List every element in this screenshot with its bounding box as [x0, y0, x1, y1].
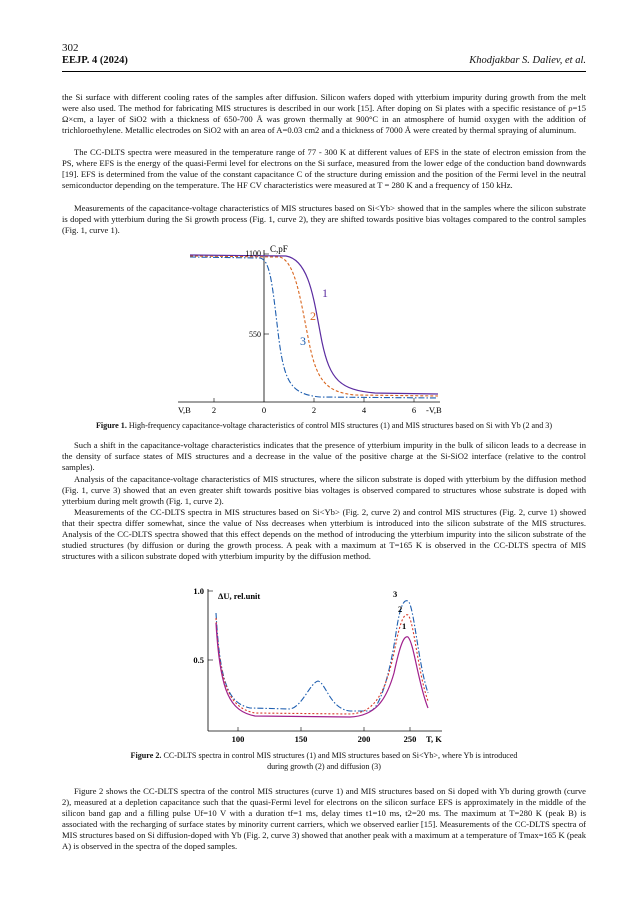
- fig1-x-axis-label-right: -V,B: [426, 405, 442, 415]
- fig1-y-tick-label-550: 550: [249, 330, 261, 339]
- page-number: 302: [62, 42, 79, 54]
- paragraph-7: Figure 2 shows the CC-DLTS spectra of the control MIS structures (curve 1) and MIS structures based on Si doped with Yb during growth (curve 2), measured at a depletion capacitance such that the quasi-Fermi level for electrons on the silicon surface EFS is approximately in the middle of the silicon band gap and a filling pulse Uf=10 V with a duration tf=1 ms, delay times t1=10 ms, t2=20 ms. The maximum at T=280 K (peak B) is associated with the recharging of surface states by minority current carriers, which we observed earlier [15]. Measurements of the CC-DLTS spectra of MIS structures based on Si diffusion-doped with Yb (Fig. 2, curve 3) showed that another peak with a maximum at a temperature of Tmax=165 K (peak A) is observed in the spectra of the doped samples.: [62, 786, 586, 852]
- fig1-x-axis-label-left: V,B: [178, 405, 191, 415]
- fig1-curve-1: [190, 255, 438, 394]
- fig1-curve-3: [190, 257, 438, 398]
- figure-2-dlts-plot: [180, 583, 480, 748]
- running-header: [62, 55, 586, 72]
- fig1-curve-label-2: 2: [310, 309, 316, 323]
- figure-1-label: Figure 1.: [95, 421, 127, 430]
- fig1-x-tick-label: 6: [411, 405, 417, 415]
- figure-2-caption: [62, 751, 586, 772]
- fig2-y-axis-label: ΔU, rel.unit: [218, 591, 261, 601]
- paragraph-5: Analysis of the capacitance-voltage characteristics of MIS structures, where the silicon substrate is doped with ytterbium by the diffusion method (Fig. 1, curve 3) showed that an even greater shift towards positive bias voltages is observed compared to structures whose substrate is doped with ytterbium during melt growth (Fig. 1, curve 2).: [62, 474, 586, 507]
- figure-2-caption-line-2: during growth (2) and diffusion (3): [267, 761, 381, 771]
- fig1-curve-label-3: 3: [300, 334, 306, 348]
- paragraph-2: The CC-DLTS spectra were measured in the temperature range of 77 - 300 K at different values of EFS in the state of electron emission from the PS, where EFS is the energy of the quasi-Fermi level for electrons on the Si surface, measured from the lower edge of the conduction band downwards [19]. EFS is determined from the value of the constant capacitance C of the structure during emission and the position of the Fermi level in the neutral semiconductor depending on the temperature. The HF CV characteristics were measured at T = 280 K and a frequency of 150 kHz.: [62, 147, 586, 191]
- fig2-y-tick-label-1.0: 1.0: [193, 586, 204, 596]
- paragraph-3: Measurements of the capacitance-voltage characteristics of MIS structures based on Si<Yb> showed that in the samples where the silicon substrate is doped with ytterbium during the Si growth process (Fig. 1, curve 2), they are shifted towards positive bias voltages compared to the control samples (Fig. 1, curve 1).: [62, 203, 586, 236]
- fig2-curve-1: [216, 623, 428, 717]
- paragraph-6: Measurements of the CC-DLTS spectra in MIS structures based on Si<Yb> (Fig. 2, curve 2) and control MIS structures (Fig. 2, curve 1) showed that their spectra differ somewhat, since the value of Nss decreases when ytterbium is introduced into the silicon substrate of the MIS structures. Analysis of the CC-DLTS spectra showed that this effect depends on the method of introducing the ytterbium impurity into the silicon substrate of the studied structures (by diffusion or during the growth process. A peak with a maximum at T=165 K is observed in the CC-DLTS spectra of MIS structures with a silicon substrate doped with ytterbium impurity by the diffusion method.: [62, 507, 586, 562]
- fig2-curve-label-2: 2: [398, 604, 403, 614]
- figure-2-label: Figure 2.: [130, 751, 162, 760]
- paragraph-4: Such a shift in the capacitance-voltage characteristics indicates that the presence of ytterbium impurity in the bulk of silicon leads to a decrease in the density of surface states of MIS structures and a decrease in the value of the positive charge at the Si-SiO2 interface (relative to the control samples).: [62, 440, 586, 473]
- figure-2-caption-line-1: CC-DLTS spectra in control MIS structures (1) and MIS structures based on Si<Yb>, where Yb is introduced: [163, 751, 518, 760]
- fig2-x-tick-label: 250: [403, 734, 417, 744]
- header-authors: Khodjakbar S. Daliev, et al.: [469, 55, 586, 66]
- fig2-x-tick-label: 100: [231, 734, 245, 744]
- figure-1-cv-plot: [170, 242, 480, 417]
- fig1-x-tick-label: 2: [311, 405, 317, 415]
- figure-1-caption-text: High-frequency capacitance-voltage characteristics of control MIS structures (1) and MIS structures based on Si with Yb (2 and 3): [128, 421, 553, 430]
- fig1-curve-2: [190, 256, 438, 396]
- fig2-x-axis-label: T, K: [426, 734, 442, 744]
- paragraph-1: the Si surface with different cooling rates of the samples after diffusion. Silicon wafers doped with ytterbium impurity during growth from the melt were also used. The method for fabricating MIS structures is described in our work [15]. After doping on Si plates with a specific resistance of ρ=15 Ω×cm, a layer of SiO2 with a thickness of 650-700 Å was grown thermally at 900°C in an atmosphere of humid oxygen with the addition of trichloroethylene. Metallic electrodes on SiO2 with an area of A=0.03 cm2 and a thickness of 7000 Å were created by thermal spraying of aluminum.: [62, 92, 586, 136]
- fig2-curve-label-1: 1: [402, 621, 407, 631]
- figure-1-caption: [62, 421, 586, 432]
- fig1-x-tick-label: 4: [361, 405, 367, 415]
- journal-name: EEJP. 4 (2024): [62, 55, 128, 66]
- fig1-x-tick-label: 0: [261, 405, 267, 415]
- fig2-x-tick-label: 200: [357, 734, 371, 744]
- fig1-y-axis-label: C,pF: [270, 244, 288, 254]
- fig1-curve-label-1: 1: [322, 286, 328, 300]
- fig1-y-tick-label-1100: 1100: [245, 249, 261, 258]
- fig2-curve-3: [216, 601, 428, 711]
- fig2-x-tick-label: 150: [294, 734, 308, 744]
- fig1-x-tick-label: 2: [211, 405, 217, 415]
- fig2-curve-label-3: 3: [393, 589, 398, 599]
- fig2-y-tick-label-0.5: 0.5: [193, 655, 204, 665]
